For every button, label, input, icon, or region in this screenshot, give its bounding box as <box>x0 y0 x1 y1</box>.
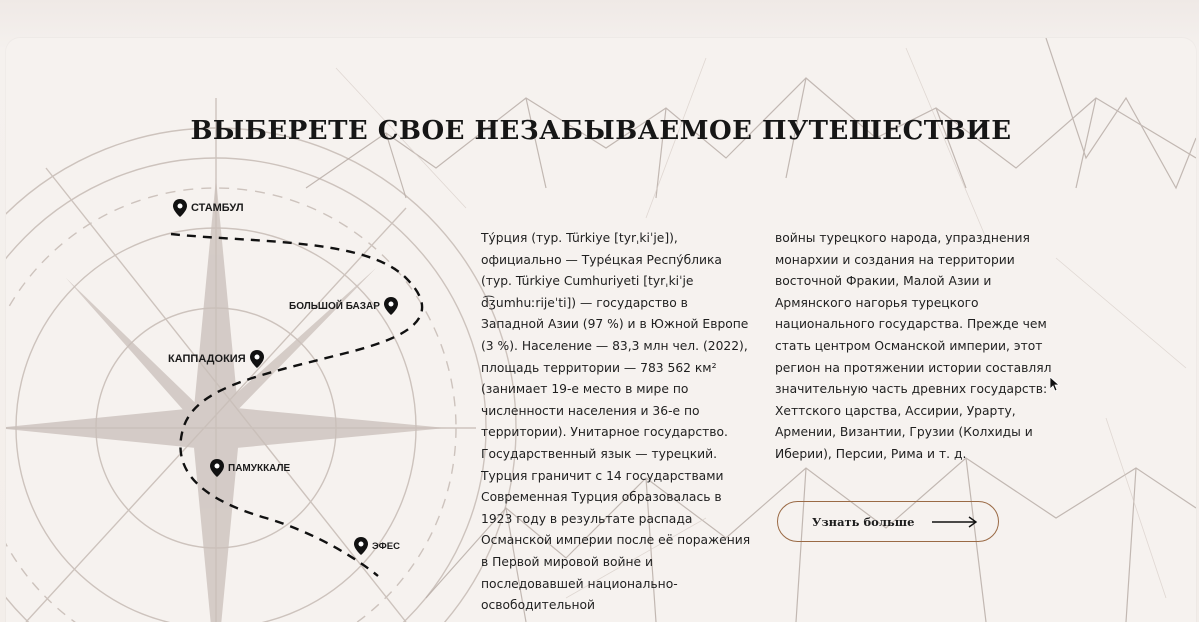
city-label: СТАМБУЛ <box>191 202 244 214</box>
city-grand-bazaar[interactable] <box>289 297 398 315</box>
map-pin-icon <box>354 537 368 555</box>
city-label: КАППАДОКИЯ <box>168 353 246 365</box>
mouse-cursor-icon <box>1050 377 1060 392</box>
city-label: ПАМУККАЛЕ <box>228 462 291 474</box>
learn-more-button[interactable] <box>777 501 999 542</box>
article-column-2: войны турецкого народа, упразднения монархии и создания на территории восточной Фракии, Малой Азии и Армянского нагорья турецкого национального государства. Прежде чем стать центром Османской империи, этот регион на протяжении истории составлял значительную часть древних государств: Хеттского царства, Ассирии, Урарту, Армении, Византии, Грузии (Колхиды и Иберии), Персии, Рима и т. д. <box>775 231 1052 461</box>
city-istanbul[interactable] <box>173 199 244 217</box>
city-label: ЭФЕС <box>372 540 400 552</box>
learn-more-label: Узнать больше <box>812 514 915 529</box>
city-cappadocia[interactable] <box>168 350 264 368</box>
map-pin-icon <box>250 350 264 368</box>
map-pin-icon <box>173 199 187 217</box>
page-title: ВЫБЕРЕТЕ СВОЕ НЕЗАБЫВАЕМОЕ ПУТЕШЕСТВИЕ <box>190 116 1012 146</box>
city-ephesus[interactable] <box>354 537 400 555</box>
tour-section <box>6 38 1196 622</box>
article-column-1: Ту́рция (тур. Türkiye [tyrˌkiˈje]), официально — Туре́цкая Респу́блика (тур. Türkiye Cumhuriyeti [tyrˌkiˈje d͡ʒumhuːrijeˈti]) — государство в Западной Азии (97 %) и в Южной Европе (3 %). Население — 83,3 млн чел. (2022), площадь территории — 783 562 км² (занимает 19-е место в мире по численности населения и 36-е по территории). Унитарное государство. Государственный язык — турецкий. Турция граничит с 14 государствами Современная Турция образовалась в 1923 году в результате распада Османской империи после её поражения в Первой мировой войне и последовавшей национально-освободительной <box>481 231 751 613</box>
arrow-right-icon <box>932 516 978 528</box>
map-pin-icon <box>210 459 224 477</box>
city-label: БОЛЬШОЙ БАЗАР <box>289 300 380 312</box>
city-pamukkale[interactable] <box>210 459 290 477</box>
map-pin-icon <box>384 297 398 315</box>
